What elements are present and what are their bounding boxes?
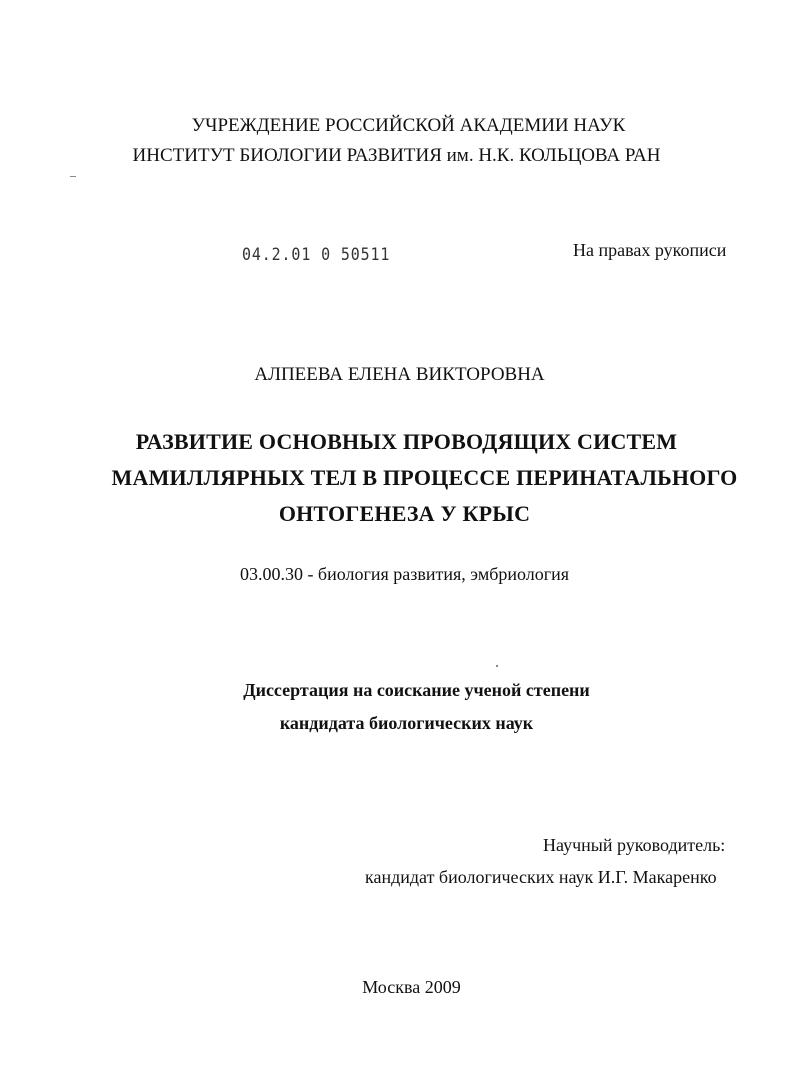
title-line-1: РАЗВИТИЕ ОСНОВНЫХ ПРОВОДЯЩИХ СИСТЕМ: [135, 429, 678, 454]
title-line-3: ОНТОГЕНЕЗА У КРЫС: [278, 501, 531, 526]
specialty-code: 03.00.30 - биология развития, эмбриология: [239, 564, 570, 584]
degree-line-2: кандидата биологических наук: [279, 713, 534, 733]
city-year: Москва 2009: [362, 977, 461, 997]
title-line-2: МАМИЛЛЯРНЫХ ТЕЛ В ПРОЦЕССЕ ПЕРИНАТАЛЬНОГО: [111, 465, 738, 490]
supervisor-name: кандидат биологических наук И.Г. Макаренко: [365, 867, 717, 887]
scan-dot: [496, 665, 498, 667]
author-name: АЛПЕЕВА ЕЛЕНА ВИКТОРОВНА: [254, 364, 545, 385]
scan-mark: [70, 176, 76, 177]
supervisor-label: Научный руководитель:: [543, 835, 726, 855]
degree-line-1: Диссертация на соискание ученой степени: [243, 680, 590, 700]
library-stamp-number: 04.2.01 0 50511: [242, 245, 391, 265]
institution-line-1: УЧРЕЖДЕНИЕ РОССИЙСКОЙ АКАДЕМИИ НАУК: [191, 115, 626, 136]
rights-note: На правах рукописи: [573, 240, 727, 260]
institution-line-2: ИНСТИТУТ БИОЛОГИИ РАЗВИТИЯ им. Н.К. КОЛЬЦОВА РАН: [132, 145, 661, 166]
